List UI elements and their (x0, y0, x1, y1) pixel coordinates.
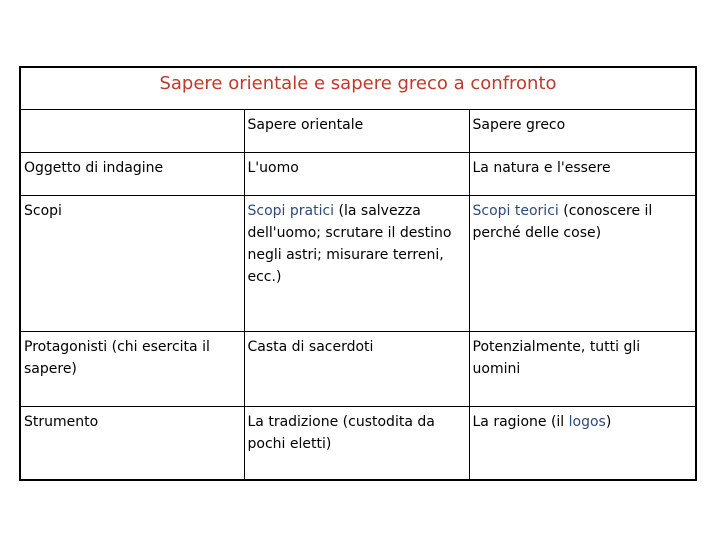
scopi-pratici-text: (la salvezza dell'uomo; scrutare il destino negli astri; misurare terreni, ecc.) (247, 202, 452, 285)
cell-oggetto-greco: La natura e l'essere (469, 152, 696, 195)
header-row (20, 109, 696, 152)
table-row (20, 195, 696, 331)
scopi-teorici-highlight: Scopi teorici (472, 202, 559, 219)
table-row (20, 152, 696, 195)
cell-strumento-orientale: La tradizione (custodita da pochi eletti) (244, 406, 469, 480)
cell-strumento-greco (469, 406, 696, 480)
row-label-scopi: Scopi (20, 195, 244, 331)
strumento-greco-post: ) (605, 413, 612, 430)
cell-scopi-orientale (244, 195, 469, 331)
cell-protagonisti-orientale: Casta di sacerdoti (244, 331, 469, 406)
row-label-oggetto: Oggetto di indagine (20, 152, 244, 195)
header-empty-cell (20, 109, 244, 152)
title-row (20, 67, 696, 109)
comparison-table (19, 66, 697, 481)
table-row (20, 331, 696, 406)
header-sapere-orientale: Sapere orientale (244, 109, 469, 152)
cell-protagonisti-greco: Potenzialmente, tutti gli uomini (469, 331, 696, 406)
cell-scopi-greco (469, 195, 696, 331)
cell-oggetto-orientale: L'uomo (244, 152, 469, 195)
header-sapere-greco: Sapere greco (469, 109, 696, 152)
table-title: Sapere orientale e sapere greco a confronto (20, 67, 696, 109)
table-row (20, 406, 696, 480)
scopi-pratici-highlight: Scopi pratici (247, 202, 335, 219)
row-label-strumento: Strumento (20, 406, 244, 480)
scopi-teorici-text: (conoscere il perché delle cose) (472, 202, 653, 241)
strumento-greco-pre: La ragione (il (472, 413, 569, 430)
row-label-protagonisti: Protagonisti (chi esercita il sapere) (20, 331, 244, 406)
logos-highlight: logos (568, 413, 606, 430)
